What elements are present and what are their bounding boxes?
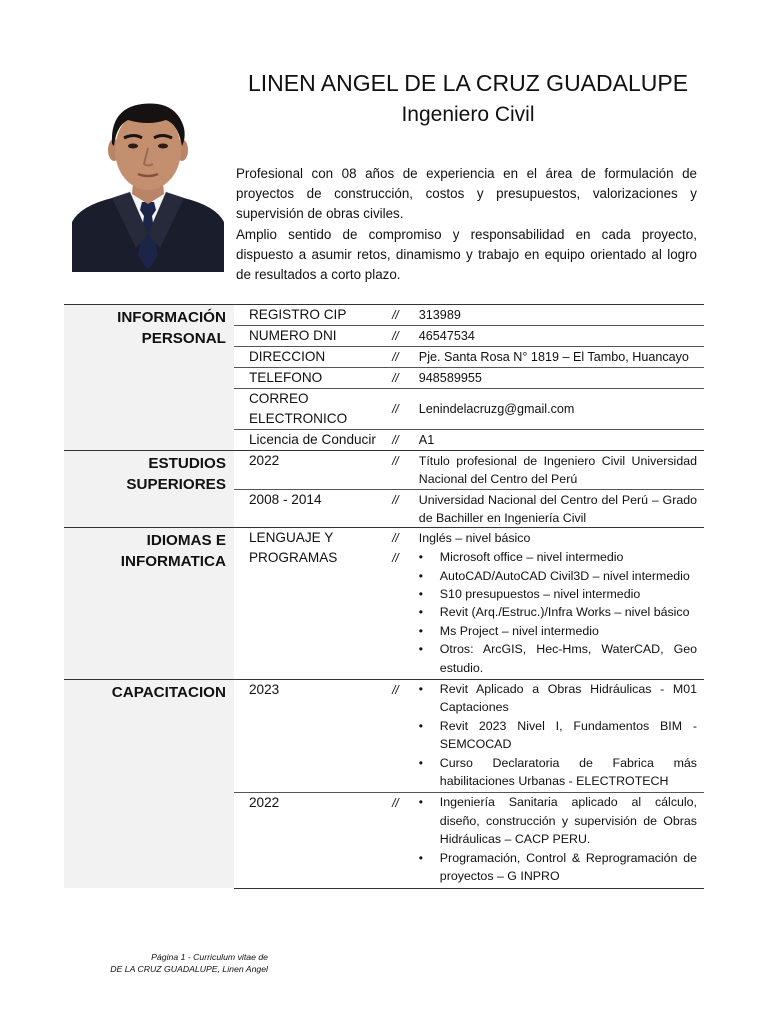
cv-table	[64, 304, 704, 889]
field-key: TELEFONO	[234, 368, 392, 389]
field-key: CORREO ELECTRONICO	[234, 389, 392, 430]
table-row	[64, 680, 704, 793]
field-value: Título profesional de Ingeniero Civil Universidad Nacional del Centro del Perú	[419, 451, 704, 490]
page-footer	[64, 951, 268, 975]
field-value: Lenindelacruzg@gmail.com	[419, 389, 704, 430]
professional-summary	[236, 164, 697, 285]
footer-line: Página 1 - Curriculum vitae de	[151, 952, 268, 962]
training-list	[419, 680, 697, 790]
field-separator: //	[392, 451, 419, 490]
table-row	[64, 528, 704, 549]
table-row	[64, 305, 704, 326]
field-separator: //	[392, 305, 419, 326]
list-item: • Revit (Arq./Estruc.)/Infra Works – nivel básico	[419, 603, 697, 621]
list-item: • Otros: ArcGIS, Hec-Hms, WaterCAD, Geo estudio.	[419, 640, 697, 677]
list-item: • S10 presupuestos – nivel intermedio	[419, 585, 697, 603]
field-key: 2022	[234, 793, 392, 888]
field-separator: //	[392, 528, 419, 549]
field-key: 2008 - 2014	[234, 489, 392, 528]
field-separator: //	[392, 793, 419, 888]
profile-photo	[72, 98, 224, 272]
field-separator: //	[392, 326, 419, 347]
field-separator: //	[392, 680, 419, 793]
cv-role: Ingeniero Civil	[401, 103, 535, 126]
list-item: • Ms Project – nivel intermedio	[419, 622, 697, 640]
field-separator: //	[392, 389, 419, 430]
profile-photo-image	[72, 98, 224, 272]
list-item: • Programación, Control & Reprogramación de proyectos – G INPRO	[419, 849, 697, 886]
cv-name: LINEN ANGEL DE LA CRUZ GUADALUPE	[247, 70, 689, 96]
field-key: 2022	[234, 451, 392, 490]
field-separator: //	[392, 430, 419, 451]
field-value	[419, 793, 704, 888]
summary-paragraph: Amplio sentido de compromiso y responsabilidad en cada proyecto, dispuesto a asumir retos, dinamismo y trabajo en equipo orientado al logro de resultados a corto plazo.	[236, 226, 697, 283]
table-row	[64, 451, 704, 490]
field-value: 46547534	[419, 326, 704, 347]
field-separator: //	[392, 489, 419, 528]
list-item: • Revit Aplicado a Obras Hidráulicas - M01 Captaciones	[419, 680, 697, 717]
field-value	[419, 548, 704, 679]
section-label-personal: INFORMACIÓN PERSONAL	[64, 305, 234, 451]
field-key: Licencia de Conducir	[234, 430, 392, 451]
training-list	[419, 793, 697, 885]
field-separator: //	[392, 368, 419, 389]
programs-list	[419, 548, 697, 677]
field-value	[419, 680, 704, 793]
footer-line: DE LA CRUZ GUADALUPE, Linen Angel	[110, 964, 268, 974]
field-separator: //	[392, 347, 419, 368]
field-key: DIRECCION	[234, 347, 392, 368]
list-item: • Ingeniería Sanitaria aplicado al cálculo, diseño, construcción y supervisión de Obras Hidráulicas – CACP PERU.	[419, 793, 697, 848]
list-item: • Revit 2023 Nivel I, Fundamentos BIM - SEMCOCAD	[419, 717, 697, 754]
list-item: • AutoCAD/AutoCAD Civil3D – nivel intermedio	[419, 567, 697, 585]
field-key: PROGRAMAS	[248, 550, 338, 566]
list-item: • Microsoft office – nivel intermedio	[419, 548, 697, 566]
field-value: 948589955	[419, 368, 704, 389]
field-value: A1	[419, 430, 704, 451]
field-key: 2023	[234, 680, 392, 793]
section-label-training: CAPACITACION	[64, 680, 234, 888]
field-key: LENGUAJE Y	[234, 528, 392, 549]
summary-paragraph: Profesional con 08 años de experiencia en el área de formulación de proyectos de construcción, costos y presupuestos, valorizaciones y supervisión de obras civiles.	[236, 166, 697, 222]
section-label-studies: ESTUDIOS SUPERIORES	[64, 451, 234, 528]
list-item: • Curso Declaratoria de Fabrica más habilitaciones Urbanas - ELECTROTECH	[419, 754, 697, 791]
field-separator: //	[392, 551, 399, 566]
field-value: Pje. Santa Rosa N° 1819 – El Tambo, Huancayo	[419, 347, 704, 368]
field-value: 313989	[419, 305, 704, 326]
field-key: REGISTRO CIP	[234, 305, 392, 326]
field-value: Universidad Nacional del Centro del Perú – Grado de Bachiller en Ingeniería Civil	[419, 489, 704, 528]
field-value: Inglés – nivel básico	[419, 528, 704, 549]
section-label-languages: IDIOMAS E INFORMATICA	[64, 528, 234, 680]
field-key: NUMERO DNI	[234, 326, 392, 347]
